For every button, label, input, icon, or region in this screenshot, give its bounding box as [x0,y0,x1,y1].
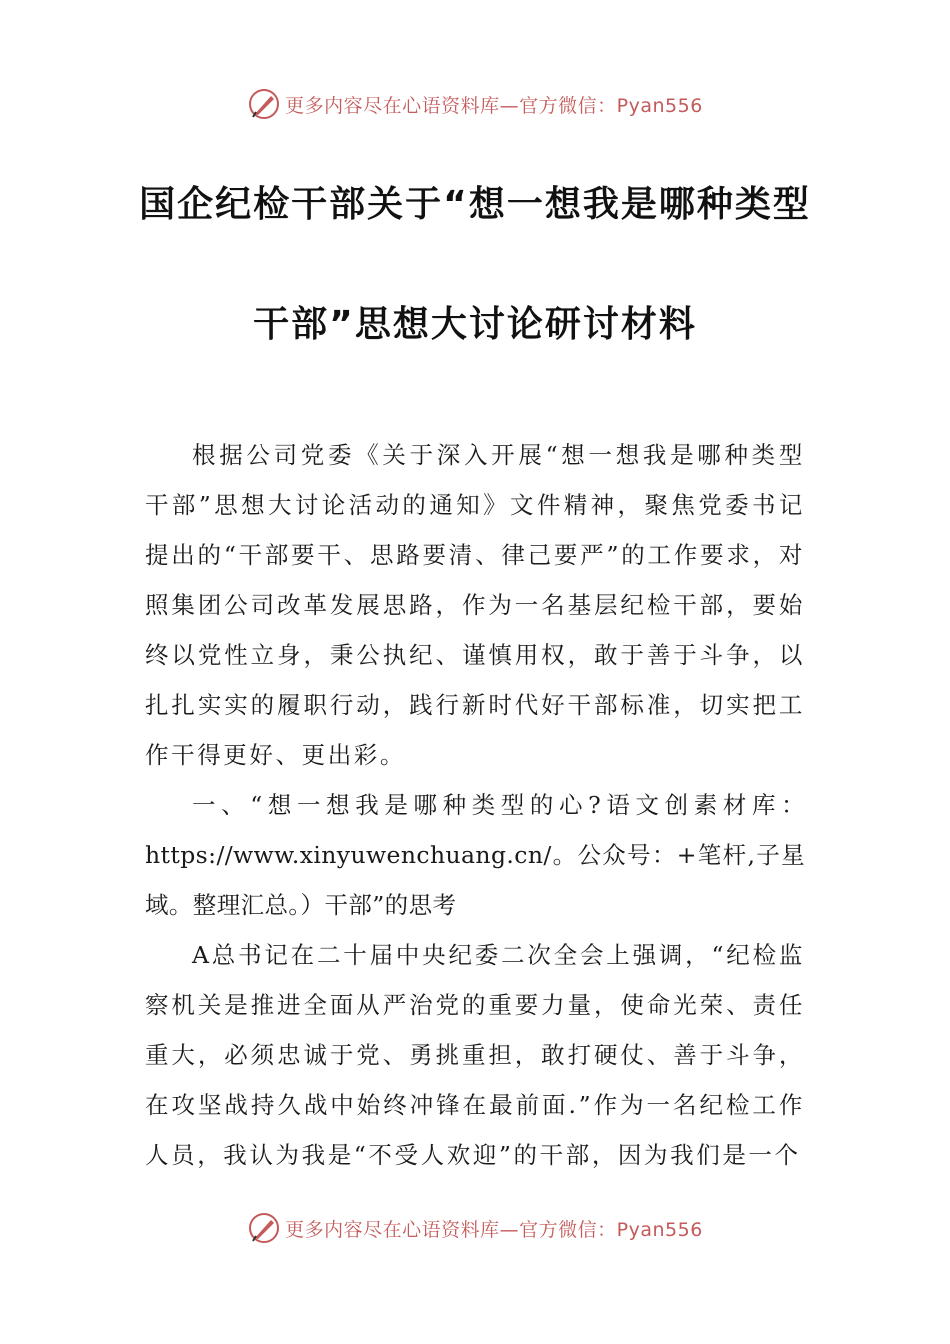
banner-wechat-text: 官方微信：Pyan556 [519,94,703,117]
document-title-line-1: 国企纪检干部关于“想一想我是哪种类型 [139,184,811,225]
paragraph-body: A总书记在二十届中央纪委二次全会上强调，“纪检监察机关是推进全面从严治党的重要力量，使命光荣、责任重大，必须忠诚于党、勇挑重担，敢打硬仗、善于斗争，在攻坚战持久战中始终冲锋在最前面.”作为一名纪检工作人员，我认为我是“不受人欢迎”的干部，因为我们是一个 [145,941,805,1169]
paragraph-intro: 根据公司党委《关于深入开展“想一想我是哪种类型干部”思想大讨论活动的通知》文件精神，聚焦党委书记提出的“干部要干、思路要清、律己要严”的工作要求，对照集团公司改革发展思路，作为一名基层纪检干部，要始终以党性立身，秉公执纪、谨慎用权，敢于善于斗争，以扎扎实实的履职行动，践行新时代好干部标准，切实把工作干得更好、更出彩。 [145,441,805,769]
document-title-line-2: 干部”思想大讨论研讨材料 [253,304,697,345]
footer-watermark-banner [0,1206,950,1250]
header-watermark-banner [0,82,950,126]
banner-dash: — [499,94,520,117]
banner-main-text: 更多内容尽在心语资料库 [285,94,500,117]
banner-dash: — [499,1218,520,1241]
paragraph-section-heading: 一、“想一想我是哪种类型的心?语文创素材库：https://www.xinyuwenchuang.cn/。公众号：+笔杆,子星域。整理汇总。）干部”的思考 [145,791,805,919]
banner-main-text: 更多内容尽在心语资料库 [285,1218,500,1241]
quill-logo-icon [247,1211,281,1245]
banner-wechat-text: 官方微信：Pyan556 [519,1218,703,1241]
quill-logo-icon [247,87,281,121]
document-body [145,430,805,1180]
